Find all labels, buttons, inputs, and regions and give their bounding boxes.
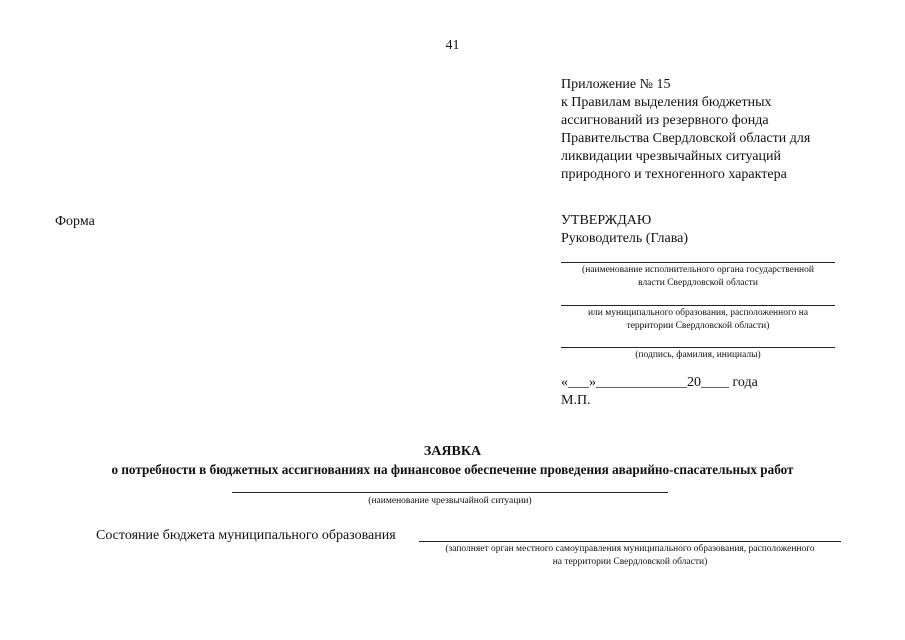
appendix-line: Приложение № 15: [561, 77, 671, 92]
emergency-name-line[interactable]: [232, 492, 668, 493]
appendix-line: природного и техногенного характера: [561, 167, 787, 182]
appendix-line: ликвидации чрезвычайных ситуаций: [561, 149, 781, 164]
stamp-place: М.П.: [561, 393, 591, 408]
appendix-note: [561, 76, 810, 184]
form-label: Форма: [55, 214, 95, 229]
approval-date: «___»_____________20____ года: [561, 375, 758, 390]
municipality-name-caption: или муниципального образования, расположенного на территории Свердловской области): [587, 308, 809, 331]
emergency-name-caption: (наименование чрезвычайной ситуации): [368, 496, 532, 506]
page-number: 41: [445, 38, 460, 53]
signature-line[interactable]: [561, 347, 835, 348]
budget-state-line[interactable]: [419, 541, 841, 542]
approval-subtitle: Руководитель (Глава): [561, 231, 689, 246]
document-title: ЗАЯВКА: [423, 444, 482, 459]
municipality-name-line[interactable]: [561, 305, 835, 306]
signature-caption: (подпись, фамилия, инициалы): [635, 350, 761, 360]
appendix-line: Правительства Свердловской области для: [561, 131, 811, 146]
appendix-line: ассигнований из резервного фонда: [561, 113, 769, 128]
authority-name-line[interactable]: [561, 262, 835, 263]
appendix-line: к Правилам выделения бюджетных: [561, 95, 772, 110]
budget-state-caption: (заполняет орган местного самоуправления муниципального образования, расположенного на территории Свердловской области): [445, 544, 815, 567]
document-subtitle: о потребности в бюджетных ассигнованиях на финансовое обеспечение проведения аварийно-спасательных работ: [111, 462, 794, 477]
budget-state-label: Состояние бюджета муниципального образования: [96, 528, 396, 543]
approval-title: УТВЕРЖДАЮ: [561, 213, 652, 228]
authority-name-caption: (наименование исполнительного органа государственной власти Свердловской области: [582, 265, 814, 288]
